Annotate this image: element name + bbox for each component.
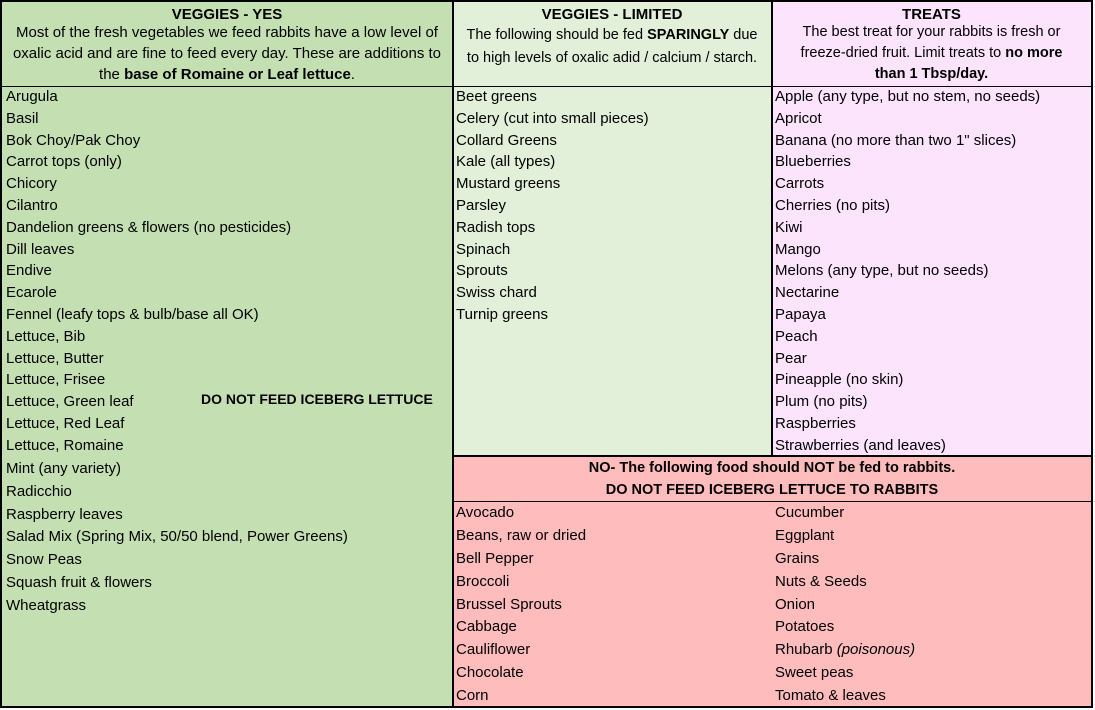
do-not-feed-item: Bell Pepper <box>456 549 534 567</box>
treats-item: Apple (any type, but no stem, no seeds) <box>775 88 1041 105</box>
do-not-feed-item: Potatoes <box>775 618 835 636</box>
veggies-limited-item: Mustard greens <box>456 175 561 193</box>
divider-yes-limited <box>452 2 454 706</box>
veggies-yes-item: Radicchio <box>6 482 72 500</box>
do-not-feed-item: Eggplant <box>775 526 835 544</box>
do-not-feed-list-right <box>775 502 915 708</box>
do-not-feed-item: Rhubarb (poisonous) <box>775 641 916 659</box>
do-not-feed-item: Cucumber <box>775 504 845 521</box>
veggies-limited-intro-bold: SPARINGLY <box>647 27 730 43</box>
veggies-yes-intro-line2: oxalic acid and are fine to feed every day. These are additions to <box>12 45 442 62</box>
veggies-limited-item: Sprouts <box>456 262 508 280</box>
treats-item: Papaya <box>775 305 826 323</box>
do-not-feed-item: Grains <box>775 549 820 567</box>
treats-item: Plum (no pits) <box>775 393 868 411</box>
treats-item: Cherries (no pits) <box>775 196 891 214</box>
treats-item: Mango <box>775 240 821 258</box>
do-not-feed-title: NO- The following food should NOT be fed to rabbits. <box>588 460 956 476</box>
do-not-feed-item: Brussel Sprouts <box>456 595 562 613</box>
treats-intro-line2-pre: freeze-dried fruit. Limit treats to <box>800 45 1006 61</box>
do-not-feed-item: Corn <box>456 687 489 705</box>
veggies-limited-item: Turnip greens <box>456 305 548 323</box>
veggies-yes-intro-pre: the <box>99 66 125 83</box>
do-not-feed-item: Avocado <box>456 504 515 521</box>
veggies-yes-item: Bok Choy/Pak Choy <box>6 131 141 149</box>
divider-top-bottom <box>452 455 1091 457</box>
header-underline <box>2 86 1091 87</box>
veggies-limited-item: Kale (all types) <box>456 153 556 171</box>
no-subtitle-underline <box>454 501 1091 502</box>
veggies-yes-item: Ecarole <box>6 284 57 302</box>
veggies-yes-item: Carrot tops (only) <box>6 153 122 171</box>
treats-item: Peach <box>775 327 818 345</box>
veggies-limited-item: Parsley <box>456 196 507 214</box>
veggies-yes-panel <box>2 2 452 706</box>
iceberg-warning-note: DO NOT FEED ICEBERG LETTUCE <box>201 391 433 407</box>
veggies-limited-item: Spinach <box>456 240 511 258</box>
veggies-limited-item: Swiss chard <box>456 284 537 302</box>
treats-intro <box>772 22 1091 85</box>
treats-item: Pineapple (no skin) <box>775 371 904 389</box>
do-not-feed-item: Broccoli <box>456 572 510 590</box>
do-not-feed-item: Beans, raw or dried <box>456 526 587 544</box>
rhubarb-poisonous-note: (poisonous) <box>836 641 916 659</box>
veggies-limited-panel <box>453 2 771 456</box>
veggies-limited-list <box>456 86 649 326</box>
treats-item: Strawberries (and leaves) <box>775 436 946 454</box>
veggies-yes-item: Basil <box>6 109 39 127</box>
veggies-yes-item: Lettuce, Romaine <box>6 436 124 454</box>
veggies-yes-item: Lettuce, Red Leaf <box>6 414 125 432</box>
treats-intro-line1: The best treat for your rabbits is fresh or <box>802 24 1061 40</box>
veggies-yes-intro-line3 <box>2 64 452 85</box>
veggies-yes-item: Lettuce, Frisee <box>6 371 106 389</box>
veggies-limited-intro-line2: to high levels of oxalic adid / calcium / starch. <box>466 50 758 66</box>
veggies-yes-item: Squash fruit & flowers <box>6 573 152 591</box>
treats-item: Raspberries <box>775 414 856 432</box>
veggies-yes-item: Dill leaves <box>6 240 75 258</box>
veggies-yes-item: Lettuce, Butter <box>6 349 104 367</box>
veggies-yes-item: Cilantro <box>6 196 58 214</box>
treats-title: TREATS <box>902 6 961 23</box>
veggies-yes-intro-line1: Most of the fresh vegetables we feed rabbits have a low level of <box>16 24 438 41</box>
veggies-limited-intro <box>453 24 771 70</box>
do-not-feed-item: Cauliflower <box>456 641 531 659</box>
do-not-feed-item: Cabbage <box>456 618 517 636</box>
treats-item: Banana (no more than two 1" slices) <box>775 131 1017 149</box>
veggies-limited-intro-pre: The following should be fed <box>466 27 648 43</box>
treats-item: Blueberries <box>775 153 851 171</box>
treats-intro-line2 <box>772 43 1091 64</box>
veggies-limited-item: Radish tops <box>456 218 536 236</box>
veggies-limited-item: Celery (cut into small pieces) <box>456 109 649 127</box>
treats-panel <box>772 2 1091 456</box>
veggies-yes-item: Lettuce, Green leaf <box>6 393 134 411</box>
do-not-feed-item: Tomato & leaves <box>775 687 886 705</box>
veggies-yes-item: Snow Peas <box>6 551 82 569</box>
veggies-limited-item: Collard Greens <box>456 131 557 149</box>
treats-intro-line3 <box>772 64 1091 85</box>
veggies-yes-item: Wheatgrass <box>6 596 87 614</box>
veggies-yes-item: Arugula <box>6 88 58 105</box>
veggies-yes-item: Raspberry leaves <box>6 505 123 523</box>
veggies-yes-intro-bold: base of Romaine or Leaf lettuce <box>124 66 351 83</box>
veggies-yes-item: Dandelion greens & flowers (no pesticides) <box>6 218 292 236</box>
veggies-yes-item: Chicory <box>6 175 57 193</box>
veggies-yes-item: Endive <box>6 262 52 280</box>
do-not-feed-item: Chocolate <box>456 664 524 682</box>
treats-item: Pear <box>775 349 807 367</box>
veggies-limited-title: VEGGIES - LIMITED <box>541 6 683 23</box>
veggies-yes-title: VEGGIES - YES <box>171 6 283 23</box>
treats-intro-line3-bold: than 1 Tbsp/day. <box>874 66 989 82</box>
veggies-yes-item: Fennel (leafy tops & bulb/base all OK) <box>6 305 259 323</box>
veggies-yes-item: Salad Mix (Spring Mix, 50/50 blend, Power Greens) <box>6 528 348 546</box>
treats-list <box>775 86 1040 457</box>
do-not-feed-panel <box>453 457 1091 706</box>
veggies-limited-item: Beet greens <box>456 88 537 105</box>
do-not-feed-item: Sweet peas <box>775 664 854 682</box>
do-not-feed-item: Nuts & Seeds <box>775 572 867 590</box>
treats-item: Melons (any type, but no seeds) <box>775 262 989 280</box>
treats-intro-line2-bold: no more <box>1005 45 1063 61</box>
do-not-feed-item: Onion <box>775 595 816 613</box>
veggies-yes-item: Lettuce, Bib <box>6 327 86 345</box>
veggies-yes-intro <box>2 22 452 85</box>
divider-limited-treats <box>771 2 773 456</box>
veggies-yes-item: Mint (any variety) <box>6 460 122 477</box>
treats-item: Nectarine <box>775 284 840 302</box>
veggies-yes-intro-post: . <box>350 66 355 83</box>
do-not-feed-subtitle: DO NOT FEED ICEBERG LETTUCE TO RABBITS <box>605 482 939 498</box>
veggies-limited-intro-post: due <box>729 27 758 43</box>
veggies-yes-list-bottom <box>6 458 348 618</box>
do-not-feed-list-left <box>456 502 586 708</box>
treats-item: Carrots <box>775 175 825 193</box>
treats-item: Apricot <box>775 109 822 127</box>
veggies-limited-intro-line1 <box>453 24 771 47</box>
treats-item: Kiwi <box>775 218 803 236</box>
